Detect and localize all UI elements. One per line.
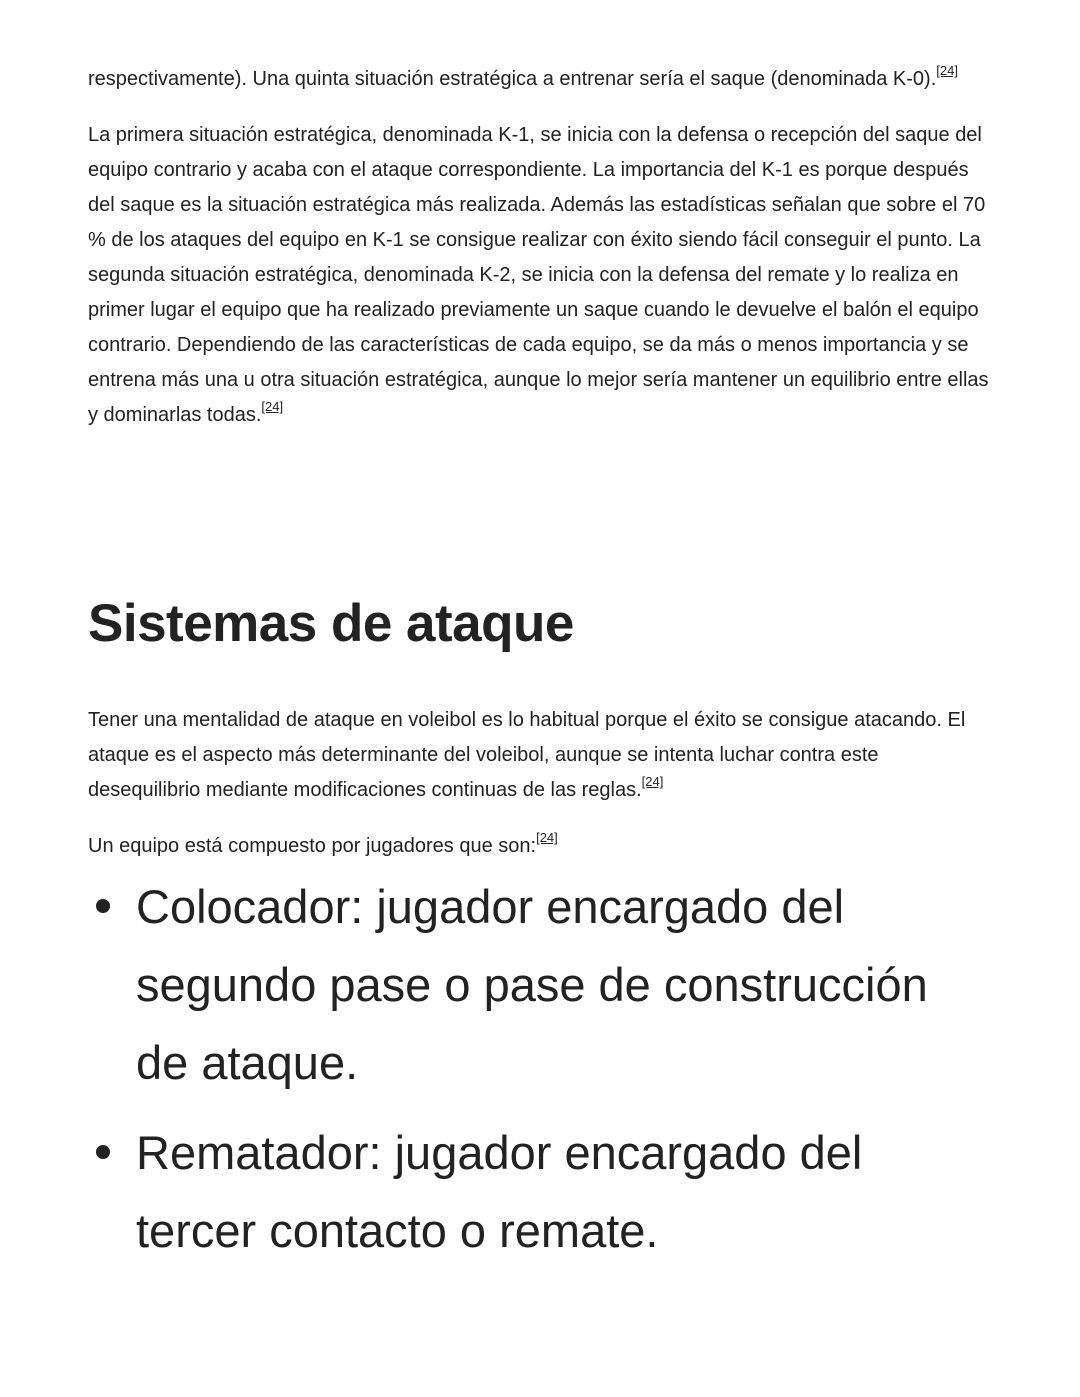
paragraph-text: respectivamente). Una quinta situación estratégica a entrenar sería el saque (denominada K-0). [88,68,937,90]
paragraph-text: Tener una mentalidad de ataque en voleibol es lo habitual porque el éxito se consigue atacando. El ataque es el aspecto más determinante del voleibol, aunque se intenta luchar contra este desequilibrio mediante modificaciones continuas de las reglas. [88,709,966,801]
bullet-icon [96,899,110,913]
paragraph-text: Un equipo está compuesto por jugadores que son: [88,835,537,857]
list-item-text: Rematador: jugador encargado del tercer contacto o remate. [136,1126,863,1257]
paragraph [88,62,993,97]
player-list [88,868,993,1270]
section-content [88,703,993,1282]
paragraph-text: La primera situación estratégica, denominada K-1, se inicia con la defensa o recepción del saque del equipo contrario y acaba con el ataque correspondiente. La importancia del K-1 es porque después del saque es la situación estratégica más realizada. Además las estadísticas señalan que sobre el 70 % de los ataques del equipo en K-1 se consigue realizar con éxito siendo fácil conseguir el punto. La segunda situación estratégica, denominada K-2, se inicia con la defensa del remate y lo realiza en primer lugar el equipo que ha realizado previamente un saque cuando le devuelve el balón el equipo contrario. Dependiendo de las características de cada equipo, se da más o menos importancia y se entrena más una u otra situación estratégica, aunque lo mejor sería mantener un equilibrio entre ellas y dominarlas todas. [88,124,989,426]
section-heading: Sistemas de ataque [88,594,574,653]
citation-link[interactable]: [24] [641,774,664,790]
paragraph [88,703,993,808]
paragraph [88,829,993,864]
citation-link[interactable]: [24] [936,63,958,79]
list-item [136,868,993,1102]
article-body [88,62,993,1257]
citation-link[interactable]: [24] [261,399,284,415]
citation-link[interactable]: [24] [536,830,558,846]
list-item-text: Colocador: jugador encargado del segundo pase o pase de construcción de ataque. [136,880,928,1089]
bullet-icon [96,1145,110,1159]
paragraph [88,118,993,433]
list-item [136,1114,993,1270]
